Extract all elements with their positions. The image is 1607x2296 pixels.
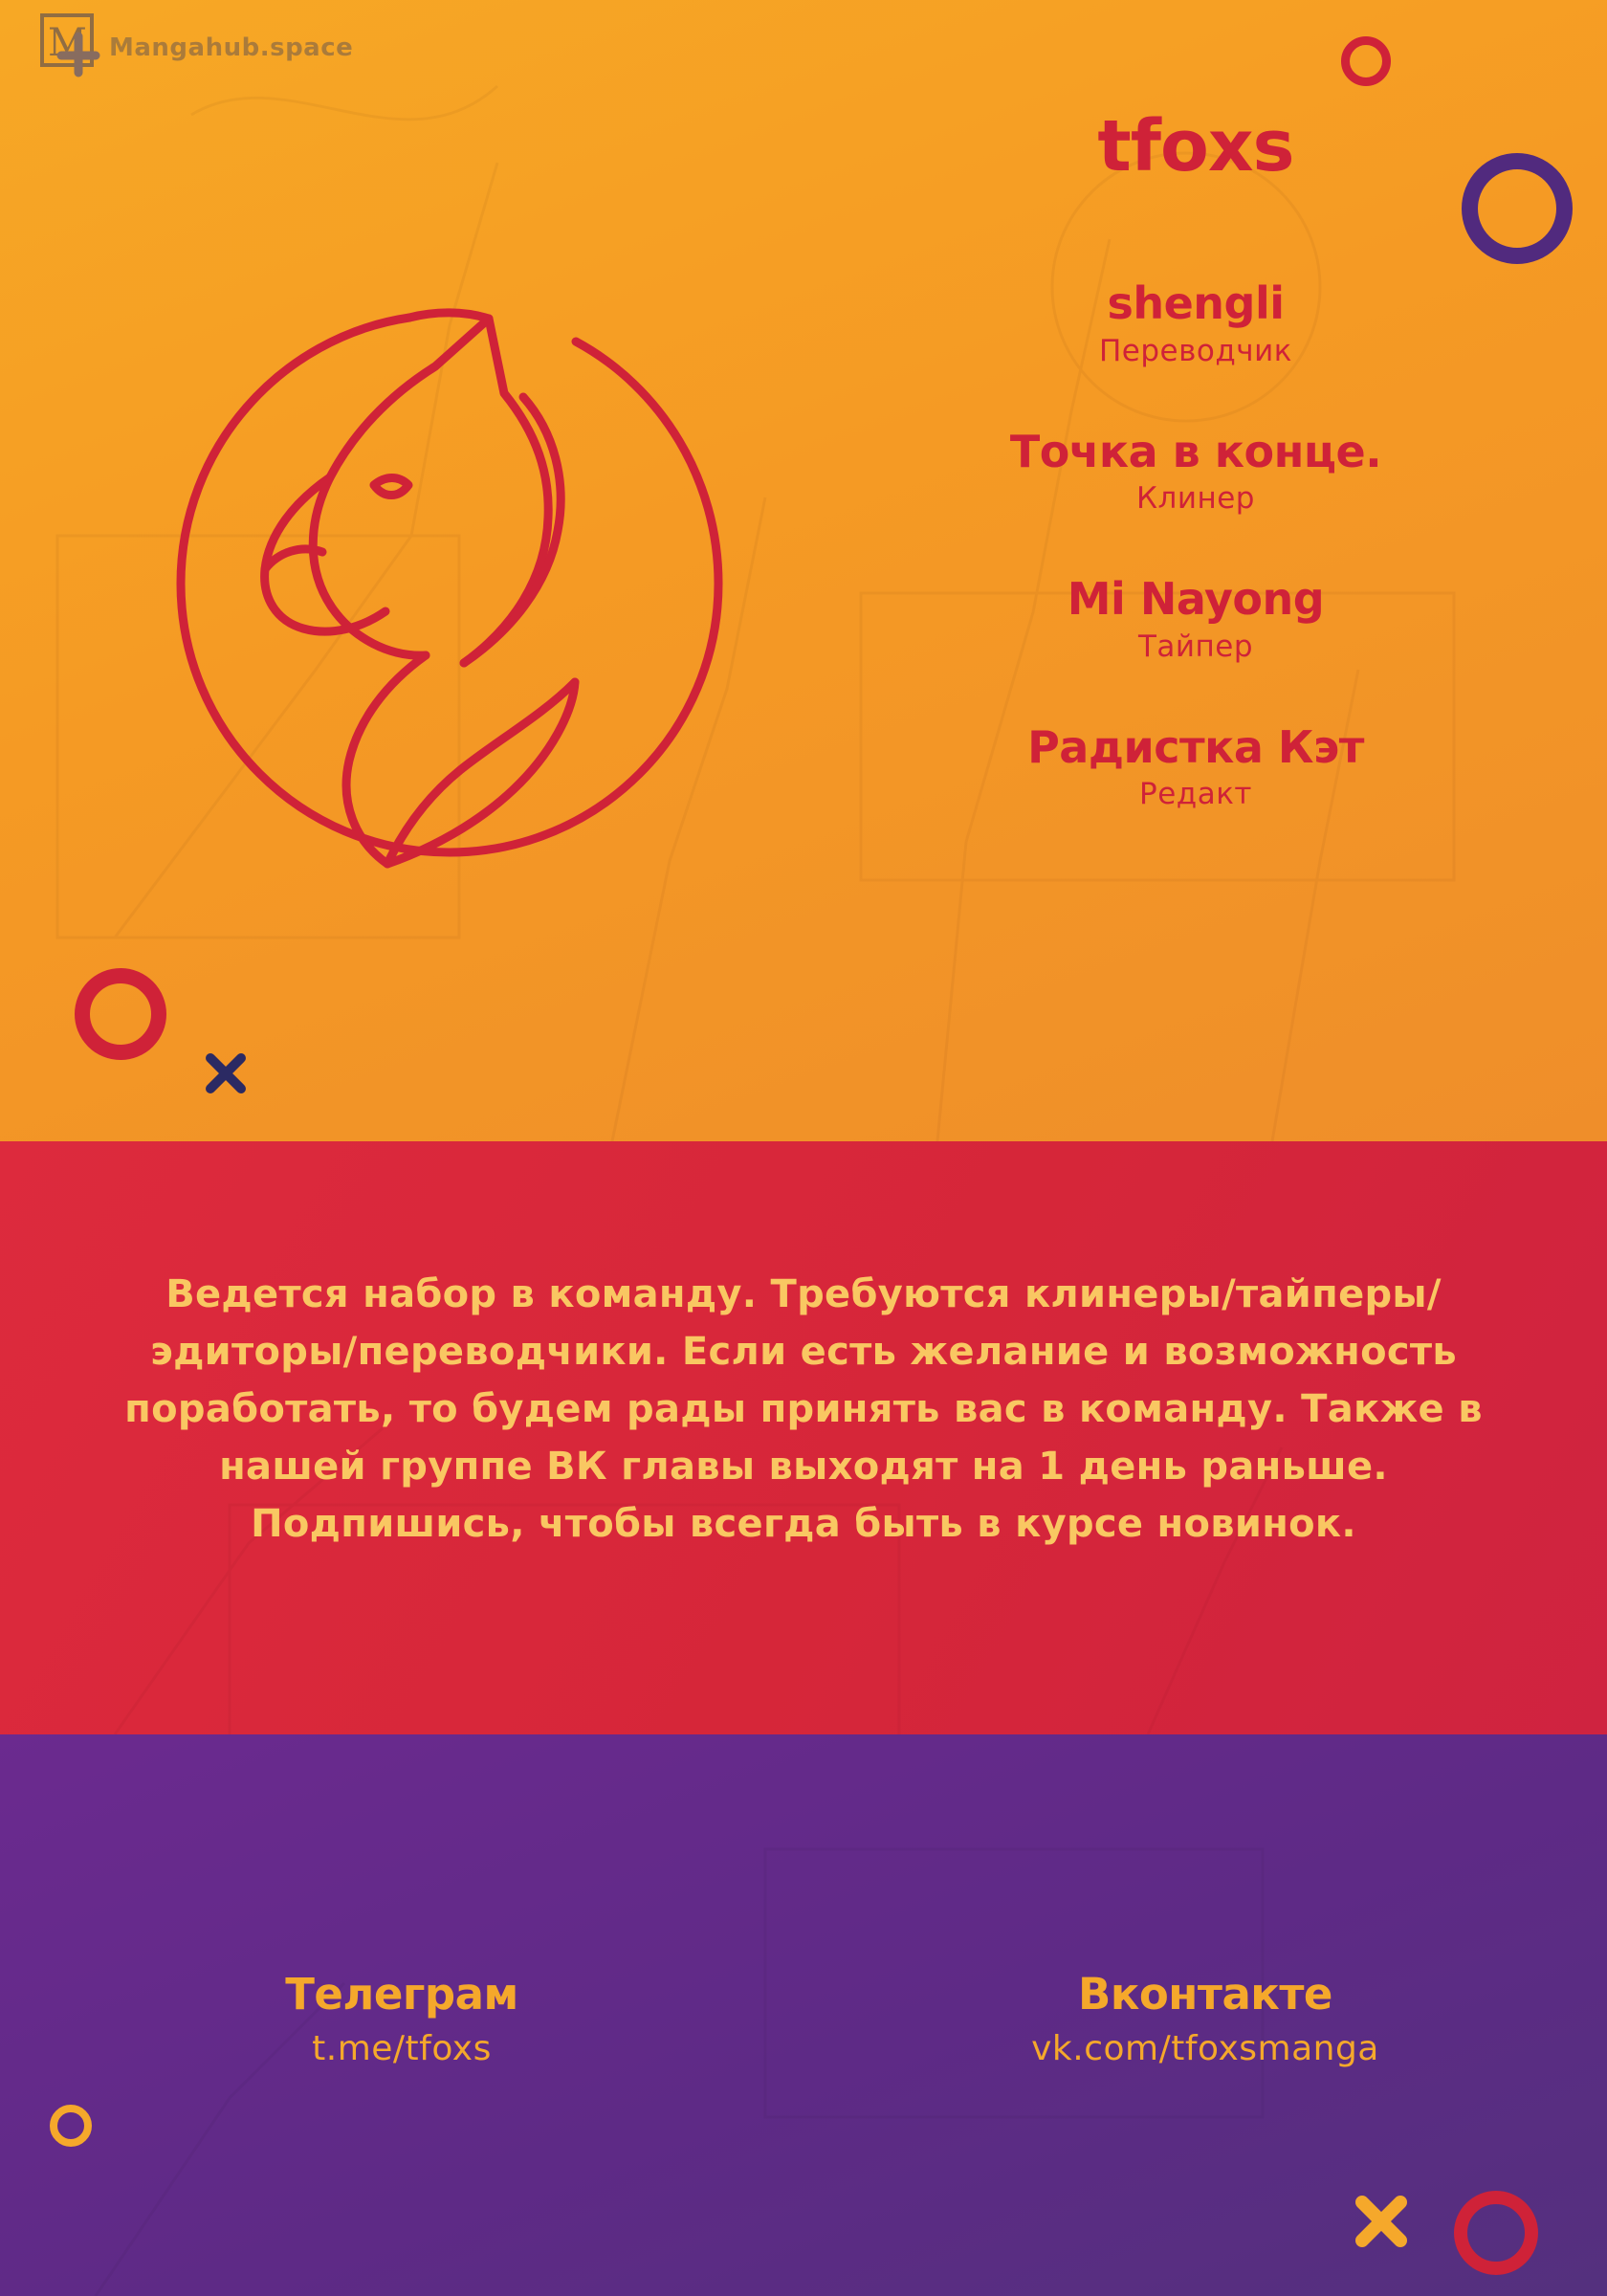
credit-role: Редакт [1139,777,1252,812]
credit-item [842,720,1550,812]
social-url[interactable]: t.me/tfoxs [312,2029,492,2068]
team-title: tfoxs [1097,105,1294,188]
fox-head-circle-icon [148,215,741,885]
cross-decoration-gold-bottom [1351,2191,1412,2252]
cross-decoration-navy [203,1050,249,1096]
credits-list [842,105,1550,871]
watermark-label: Mangahub.space [109,33,354,62]
mh-logo-icon [40,13,103,82]
social-links [0,1969,1607,2068]
ring-decoration-red-left [75,968,166,1060]
credit-item [842,575,1550,664]
team-section [0,0,1607,1141]
ring-decoration-red-small [1341,36,1391,86]
social-url[interactable]: vk.com/tfoxsmanga [1031,2029,1379,2068]
credit-role: Клинер [1136,481,1255,517]
credit-name: Mi Nayong [1067,573,1325,626]
credit-item [842,279,1550,368]
credit-name: shengli [1107,277,1285,329]
credit-name: Точка в конце. [1009,425,1382,477]
credit-role: Тайпер [1137,629,1254,664]
recruitment-text: Ведется набор в команду. Требуются клинеры/тайперы/эдиторы/переводчики. Если есть желание и возможность поработать, то будем рады принять вас в команду. Также в нашей группе ВК главы выходят на 1 день раньше. Подпишись, чтобы всегда быть в курсе новинок. [124,1272,1483,1546]
recruitment-section [0,1141,1607,1734]
svg-text:M: M [48,21,87,65]
social-telegram[interactable] [0,1969,804,2068]
credit-name: Радистка Кэт [1027,720,1364,773]
ring-decoration-red-bottom [1454,2191,1538,2275]
social-name: Телеграм [285,1969,518,2020]
ring-decoration-gold [50,2105,92,2147]
social-name: Вконтакте [1078,1969,1332,2020]
watermark [40,13,353,82]
credit-role: Переводчик [1099,333,1292,368]
social-vkontakte[interactable] [804,1969,1607,2068]
credit-item [842,425,1550,517]
